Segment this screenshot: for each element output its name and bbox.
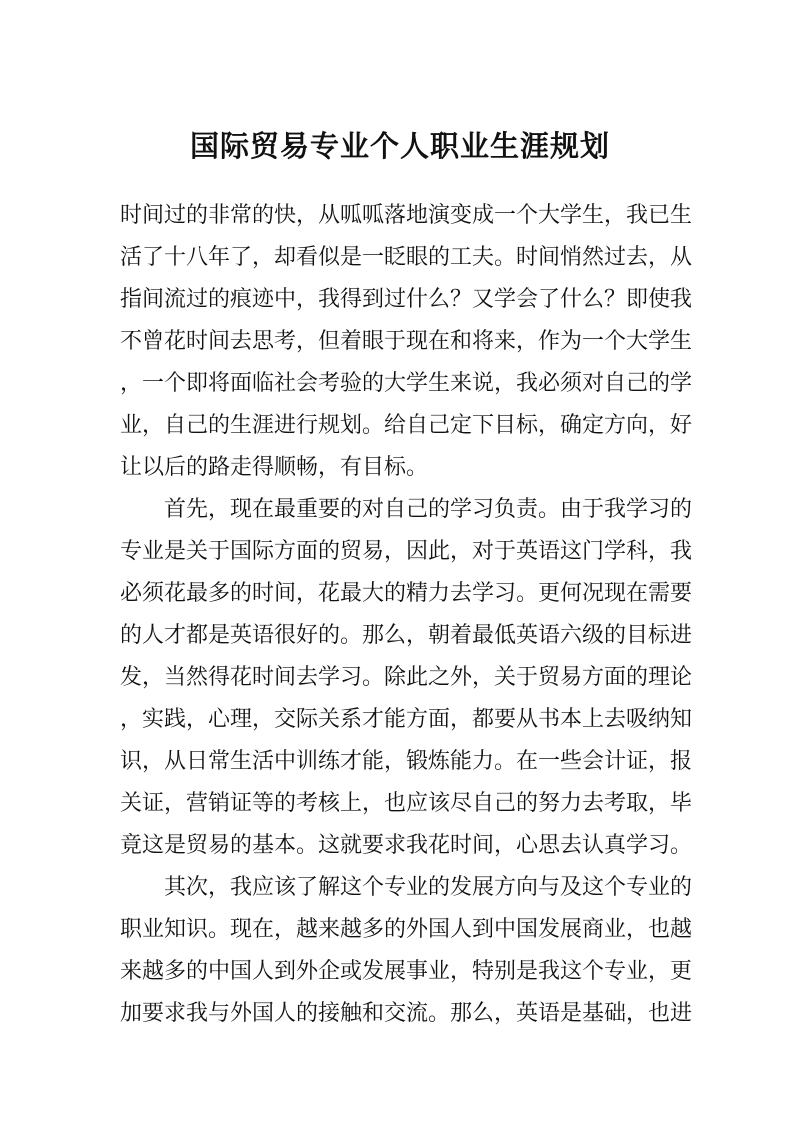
paragraph-line: 不曾花时间去思考，但着眼于现在和将来，作为一个大学生 xyxy=(120,329,693,354)
document-body xyxy=(120,195,693,1035)
paragraph-2 xyxy=(120,489,693,867)
paragraph-1 xyxy=(120,195,693,489)
paragraph-line: 业，自己的生涯进行规划。给自己定下目标，确定方向，好 xyxy=(120,413,693,438)
paragraph-3 xyxy=(120,867,693,1035)
paragraph-line: 竟这是贸易的基本。这就要求我花时间，心思去认真学习。 xyxy=(120,833,693,858)
paragraph-line: 专业是关于国际方面的贸易，因此，对于英语这门学科，我 xyxy=(120,539,693,564)
document-title: 国际贸易专业个人职业生涯规划 xyxy=(189,129,610,163)
paragraph-line: 来越多的中国人到外企或发展事业，特别是我这个专业，更 xyxy=(120,959,693,984)
paragraph-line: 活了十八年了，却看似是一眨眼的工夫。时间悄然过去，从 xyxy=(120,245,693,270)
paragraph-line: 发，当然得花时间去学习。除此之外，关于贸易方面的理论 xyxy=(120,665,693,690)
paragraph-line: 时间过的非常的快，从呱呱落地演变成一个大学生，我已生 xyxy=(120,203,693,228)
paragraph-line: 加要求我与外国人的接触和交流。那么，英语是基础，也进 xyxy=(120,1001,693,1026)
paragraph-line: ，一个即将面临社会考验的大学生来说，我必须对自己的学 xyxy=(120,371,693,396)
paragraph-line: ，实践，心理，交际关系才能方面，都要从书本上去吸纳知 xyxy=(120,707,693,732)
paragraph-line: 识，从日常生活中训练才能，锻炼能力。在一些会计证，报 xyxy=(120,749,693,774)
paragraph-line: 的人才都是英语很好的。那么，朝着最低英语六级的目标进 xyxy=(120,623,693,648)
paragraph-line: 指间流过的痕迹中，我得到过什么？又学会了什么？即使我 xyxy=(120,287,693,312)
paragraph-line: 关证，营销证等的考核上，也应该尽自己的努力去考取，毕 xyxy=(120,791,693,816)
paragraph-line: 让以后的路走得顺畅，有目标。 xyxy=(120,455,429,480)
paragraph-line: 首先，现在最重要的对自己的学习负责。由于我学习的 xyxy=(164,497,693,522)
paragraph-line: 职业知识。现在，越来越多的外国人到中国发展商业，也越 xyxy=(120,917,693,942)
paragraph-line: 其次，我应该了解这个专业的发展方向与及这个专业的 xyxy=(164,875,693,900)
paragraph-line: 必须花最多的时间，花最大的精力去学习。更何况现在需要 xyxy=(120,581,693,606)
